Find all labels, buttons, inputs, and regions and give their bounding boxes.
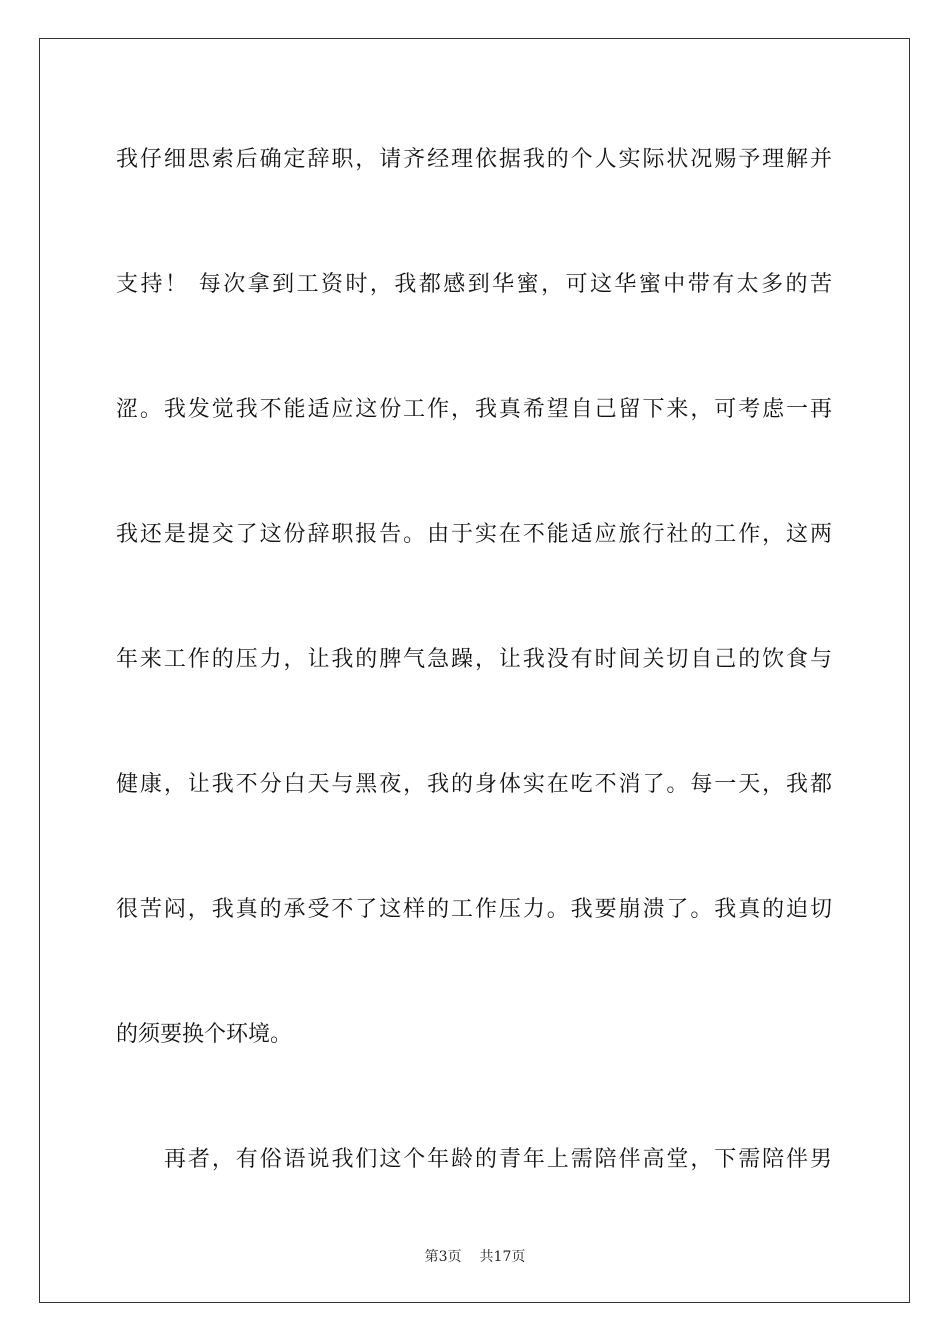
body-line-6: 健康，让我不分白天与黑夜，我的身体实在吃不消了。每一天，我都 bbox=[116, 772, 832, 797]
body-line-9: 再者，有俗语说我们这个年龄的青年上需陪伴高堂，下需陪伴男 bbox=[164, 1147, 832, 1172]
body-line-4: 我还是提交了这份辞职报告。由于实在不能适应旅行社的工作，这两 bbox=[116, 522, 832, 547]
body-line-3: 涩。我发觉我不能适应这份工作，我真希望自己留下来，可考虑一再 bbox=[116, 397, 832, 422]
body-line-5: 年来工作的压力，让我的脾气急躁，让我没有时间关切自己的饮食与 bbox=[116, 647, 832, 672]
body-line-8: 的须要换个环境。 bbox=[116, 1022, 293, 1047]
body-line-1: 我仔细思索后确定辞职，请齐经理依据我的个人实际状况赐予理解并 bbox=[116, 147, 832, 172]
page-total: 共17页 bbox=[479, 1249, 526, 1265]
page-footer bbox=[0, 1248, 950, 1266]
body-line-2: 支持！ 每次拿到工资时，我都感到华蜜，可这华蜜中带有太多的苦 bbox=[116, 272, 832, 297]
body-line-7: 很苦闷，我真的承受不了这样的工作压力。我要崩溃了。我真的迫切 bbox=[116, 897, 832, 922]
page-number: 第3页 bbox=[424, 1249, 462, 1265]
